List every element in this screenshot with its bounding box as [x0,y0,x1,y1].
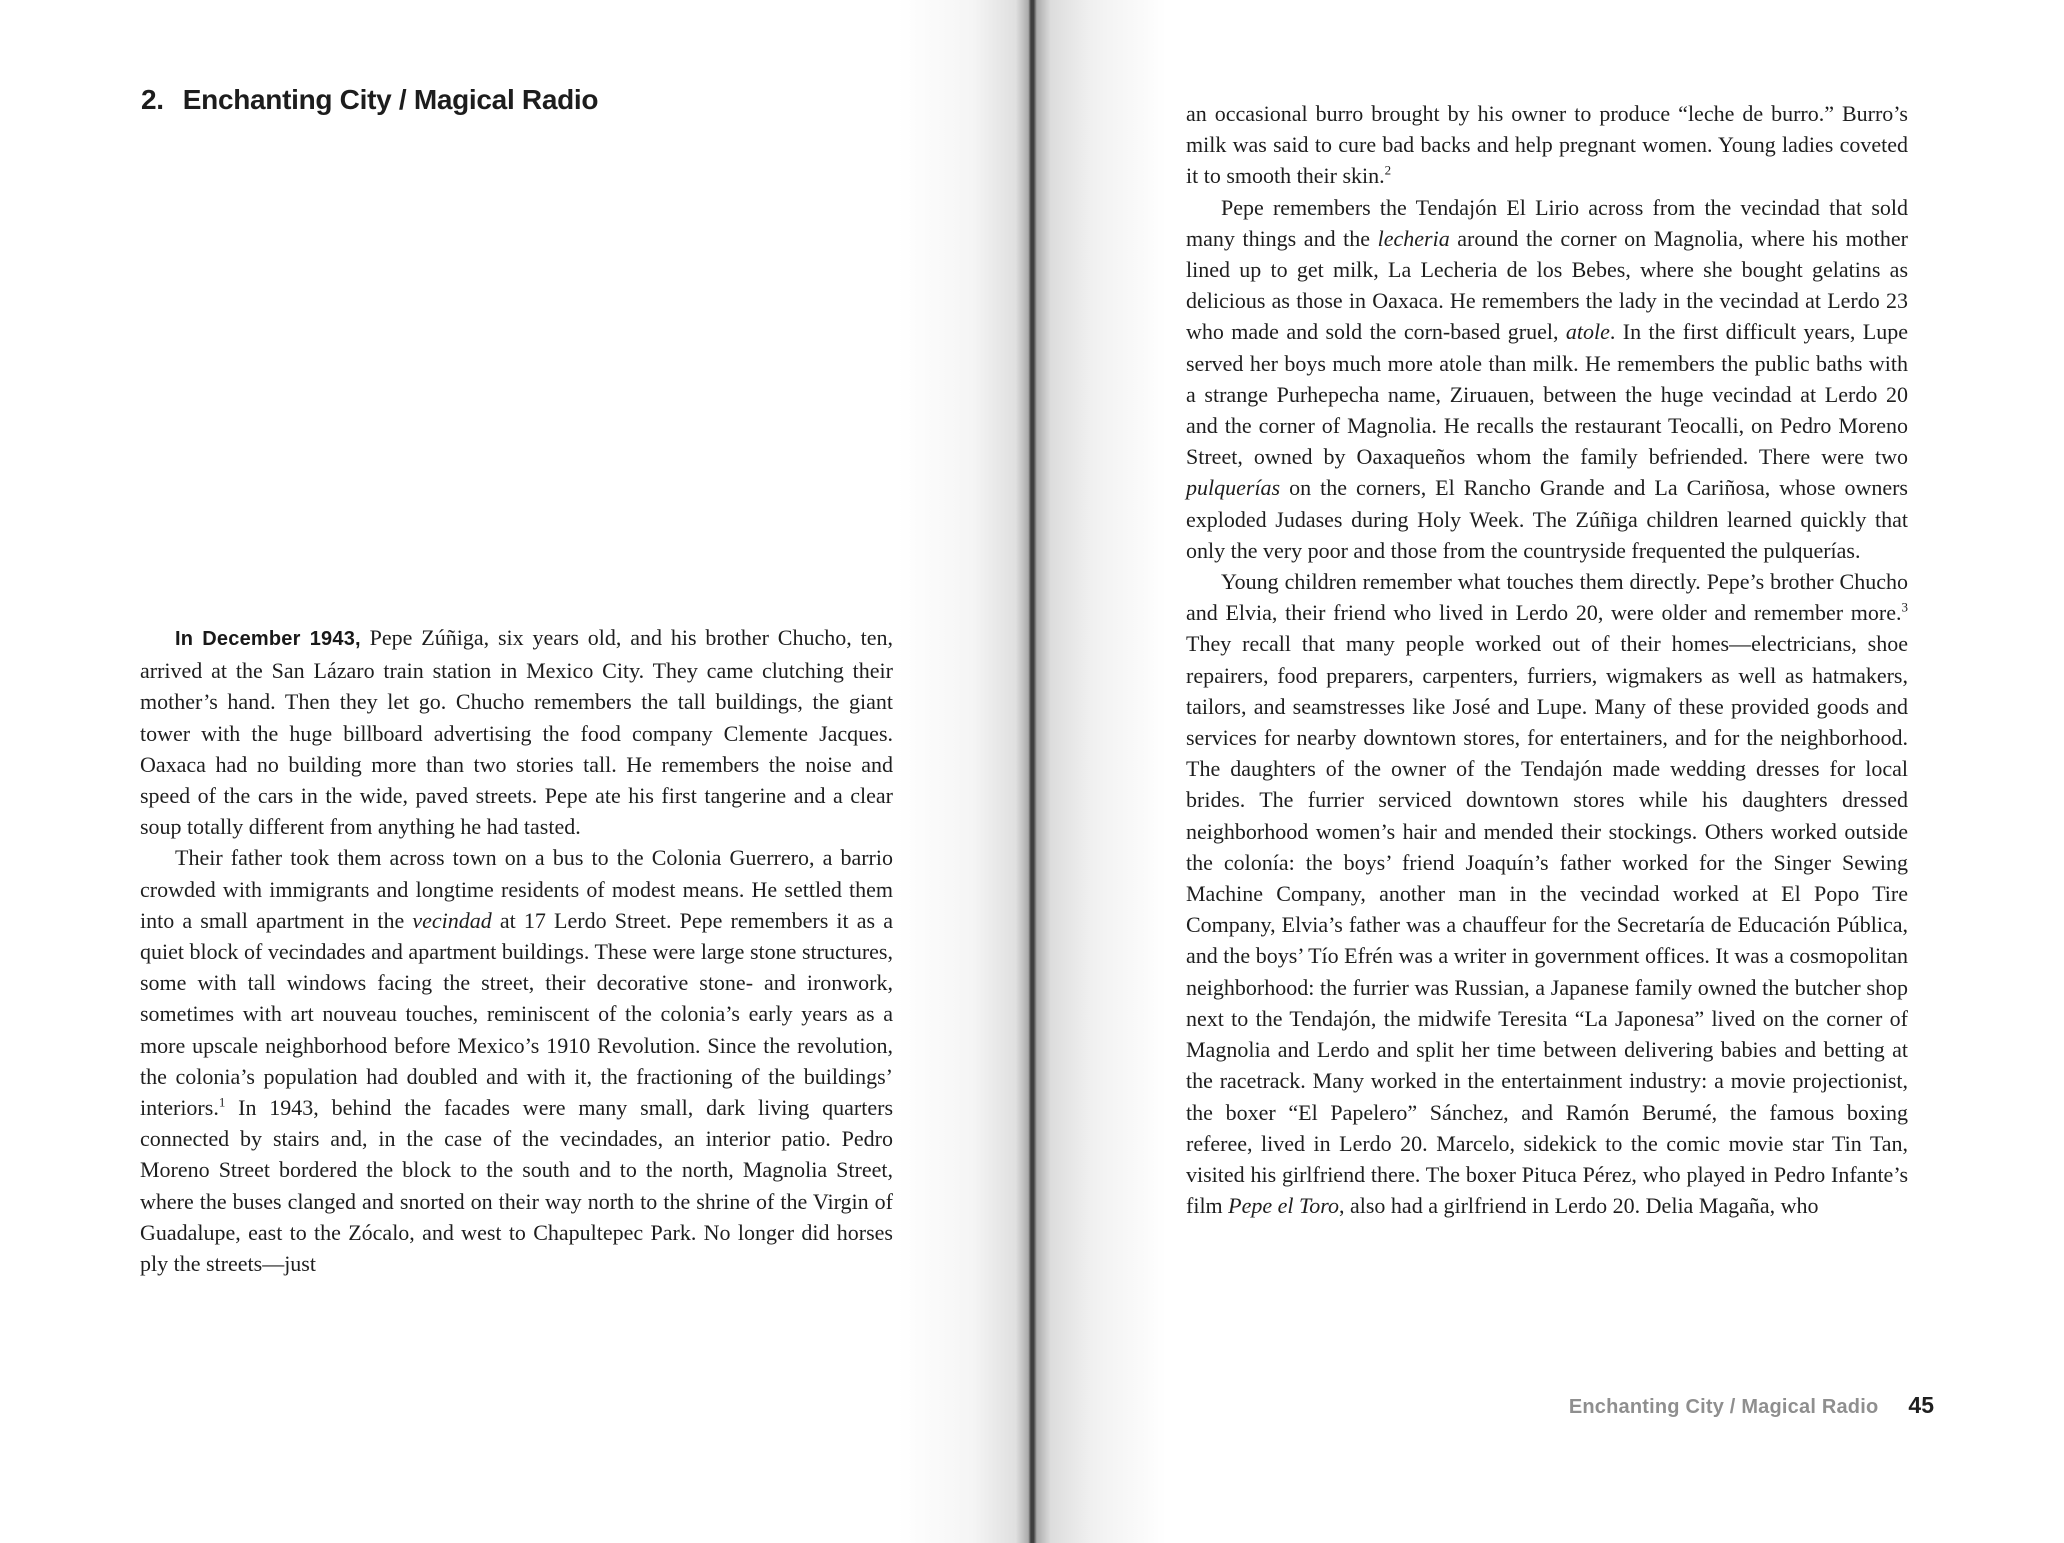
text-segment: lecheria [1377,225,1450,251]
paragraph [1186,566,1908,1221]
chapter-number: 2. [141,84,164,115]
text-segment: In 1943, behind the facades were many small, dark living quarters connected by stairs and, in the case of the vecindades, an interior patio. Pedro Moreno Street bordered the block to the south and to the north, Magnolia Street, where the buses clanged and snorted on their way north to the shrine of the Virgin of Guadalupe, east to the Zócalo, and west to Chapultepec Park. No longer did horses ply the streets—just [140,1095,893,1277]
page-footer [1569,1392,1934,1419]
paragraph [1186,192,1908,566]
text-segment: pulquerías [1186,475,1281,501]
text-segment: 1 [218,1094,226,1110]
chapter-heading [141,84,598,116]
page-number: 45 [1908,1392,1934,1418]
running-head: Enchanting City / Magical Radio [1568,1396,1879,1418]
text-segment: Pepe remembers the Tendajón El Lirio across from the vecindad that sold many things and the [1186,194,1908,251]
text-segment: In December 1943, [175,628,361,650]
text-segment: on the corners, El Rancho Grande and La Cariñosa, whose owners exploded Judases during Holy Week. The Zúñiga children learned quickly that only the very poor and those from the countryside frequented the pulquerías. [1186,475,1908,563]
text-segment: around the corner on Magnolia, where his mother lined up to get milk, La Lecheria de los Bebes, where she bought gelatins as delicious as those in Oaxaca. He remembers the lady in the vecindad at Lerdo 23 who made and sold the corn-based gruel, [1186,225,1908,345]
text-segment: They recall that many people worked out of their homes—electricians, shoe repairers, food preparers, carpenters, furriers, wigmakers as well as hatmakers, tailors, and seamstresses like José and Lupe. Many of these provided goods and services for nearby downtown stores, for entertainers, and for the neighborhood. The daughters of the owner of the Tendajón made wedding dresses for local brides. The furrier serviced downtown stores while his daughters dressed neighborhood women’s hair and mended their stockings. Others worked outside the colonía: the boys’ friend Joaquín’s father worked for the Singer Sewing Machine Company, another man in the vecindad worked at El Popo Tire Company, Elvia’s father was a chauffeur for the Secretaría de Educación Pública, and the boys’ Tío Efrén was a writer in government offices. It was a cosmopolitan neighborhood: the furrier was Russian, a Japanese family owned the butcher shop next to the Tendajón, the midwife Teresita “La Japonesa” lived on the corner of Magnolia and Lerdo and split her time between delivering babies and betting at the racetrack. Many worked in the entertainment industry: a movie projectionist, the boxer “El Papelero” Sánchez, and Ramón Berumé, the famous boxing referee, lived in Lerdo 20. Marcelo, sidekick to the comic movie star Tin Tan, visited his girlfriend there. The boxer Pituca Pérez, who played in Pedro Infante’s film [1186,631,1908,1219]
text-segment: at 17 Lerdo Street. Pepe remembers it as a quiet block of vecindades and apartment buildings. These were large stone structures, some with tall windows facing the street, their decorative stone- and ironwork, sometimes with art nouveau touches, reminiscent of the colonia’s early years as a more upscale neighborhood before Mexico’s 1910 Revolution. Since the revolution, the colonia’s population had doubled and with it, the fractioning of the buildings’ interiors. [140,907,893,1121]
right-page-body [1186,98,1908,1221]
text-segment: vecindad [412,907,492,933]
text-segment: 2 [1384,163,1392,179]
text-segment: Young children remember what touches them directly. Pepe’s brother Chucho and Elvia, their friend who lived in Lerdo 20, were older and remember more. [1186,569,1908,626]
text-segment: . In the first difficult years, Lupe served her boys much more atole than milk. He remembers the public baths with a strange Purhepecha name, Ziruauen, between the huge vecindad at Lerdo 20 and the corner of Magnolia. He recalls the restaurant Teocalli, on Pedro Moreno Street, owned by Oaxaqueños whom the family befriended. There were two [1186,319,1908,470]
text-segment: , also had a girlfriend in Lerdo 20. Delia Magaña, who [1338,1193,1819,1219]
left-page-body [140,622,893,1279]
text-segment: Their father took them across town on a bus to the Colonia Guerrero, a barrio crowded with immigrants and longtime residents of modest means. He settled them into a small apartment in the [140,845,893,933]
text-segment: Pepe Zúñiga, six years old, and his brother Chucho, ten, arrived at the San Lázaro train station in Mexico City. They came clutching their mother’s hand. Then they let go. Chucho remembers the tall buildings, the giant tower with the huge billboard advertising the food company Clemente Jacques. Oaxaca had no building more than two stories tall. He remembers the noise and speed of the cars in the wide, paved streets. Pepe ate his first tangerine and a clear soup totally different from anything he had tasted. [140,625,893,840]
gutter-shadow [898,0,1166,1543]
text-segment: Pepe el Toro [1228,1193,1339,1219]
paragraph [140,842,893,1279]
text-segment: an occasional burro brought by his owner to produce “leche de burro.” Burro’s milk was said to cure bad backs and help pregnant women. Young ladies coveted it to smooth their skin. [1186,101,1908,189]
paragraph [1186,98,1908,192]
text-segment: atole [1565,319,1610,345]
paragraph [140,622,893,842]
text-segment: 3 [1901,599,1908,615]
chapter-title: Enchanting City / Magical Radio [182,84,599,115]
